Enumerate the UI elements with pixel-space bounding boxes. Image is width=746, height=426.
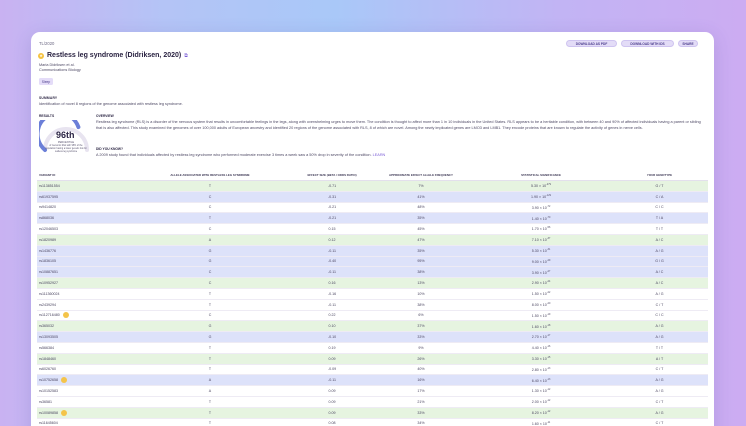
- p-value: 1.60 × 10: [531, 324, 547, 329]
- variant-id[interactable]: rs36581: [39, 399, 52, 404]
- percentile-value: 96th: [56, 130, 75, 140]
- frequency-cell: 9%: [418, 345, 424, 350]
- effect-cell: -0.11: [328, 302, 336, 307]
- frequency-cell: 33%: [417, 410, 425, 415]
- p-exponent: -24: [546, 280, 551, 284]
- p-value: 2.80 × 10: [531, 368, 547, 373]
- allele-cell: T: [208, 367, 212, 372]
- page-title: Restless leg syndrome (Didriksen, 2020): [47, 52, 182, 59]
- significance-cell: [471, 356, 611, 361]
- significance-cell: [471, 280, 611, 285]
- variant-id[interactable]: rs10887651: [39, 270, 58, 275]
- effect-cell: 0.09: [328, 410, 336, 415]
- variant-id[interactable]: rs10089858: [39, 410, 58, 415]
- genotype-cell: A / G: [655, 410, 664, 415]
- table-row[interactable]: [37, 289, 708, 300]
- variant-id[interactable]: rs111360024: [39, 291, 60, 296]
- genotype-cell: A / T: [655, 356, 664, 361]
- significance-cell: [471, 399, 611, 404]
- effect-cell: -0.71: [327, 183, 337, 188]
- significance-cell: [471, 334, 611, 339]
- allele-cell: C: [208, 194, 212, 199]
- p-value: 1.30 × 10: [531, 389, 547, 394]
- p-value: 3.90 × 10: [531, 270, 547, 275]
- allele-cell: G: [208, 248, 212, 253]
- p-value: 1.50 × 10: [531, 292, 547, 297]
- summary-heading: SUMMARY: [39, 96, 58, 100]
- p-exponent: -72: [546, 204, 551, 208]
- table-row[interactable]: [37, 354, 708, 365]
- variant-id-cell: [37, 335, 127, 339]
- variant-id-cell: [37, 303, 127, 307]
- genotype-cell: C / T: [655, 421, 664, 426]
- p-value: 5.30 × 10: [531, 184, 547, 189]
- allele-cell: A: [208, 389, 212, 394]
- effect-cell: 0.09: [328, 356, 336, 361]
- effect-cell: -0.11: [328, 248, 336, 253]
- top-actions: [566, 40, 698, 47]
- p-exponent: -279: [546, 183, 551, 187]
- variant-id-cell: [37, 324, 127, 328]
- table-row[interactable]: [37, 300, 708, 311]
- percentile-note: of Genomic Risk with 95% of the population having a lower genetic risk for restless leg syndrome: [45, 145, 87, 153]
- title-row: [38, 52, 188, 59]
- table-row[interactable]: [37, 192, 708, 203]
- variant-id[interactable]: rs13093505: [39, 335, 58, 340]
- significance-cell: [471, 313, 611, 318]
- table-body: [37, 181, 708, 426]
- p-exponent: -12: [546, 388, 551, 392]
- variant-id-cell: [37, 410, 127, 416]
- p-value: 2.00 × 10: [531, 400, 547, 405]
- report-card: [31, 32, 714, 426]
- variant-id[interactable]: rs1436776: [39, 248, 56, 253]
- variant-id[interactable]: rs566384: [39, 345, 54, 350]
- frequency-cell: 38%: [417, 302, 425, 307]
- frequency-cell: 95%: [417, 259, 425, 264]
- p-value: 5.30 × 10: [531, 249, 547, 254]
- allele-cell: T: [208, 183, 212, 188]
- effect-cell: 0.22: [328, 313, 336, 318]
- variant-id-cell: [37, 357, 127, 361]
- p-exponent: -17: [546, 334, 551, 338]
- allele-cell: T: [208, 421, 212, 426]
- allele-cell: C: [208, 205, 212, 210]
- allele-cell: T: [208, 216, 212, 221]
- frequency-cell: 17%: [417, 389, 425, 394]
- percentile-label: PERCENTILE: [57, 141, 75, 144]
- significance-cell: [471, 388, 611, 393]
- p-value: 3.90 × 10: [531, 206, 547, 211]
- allele-cell: A: [208, 378, 212, 383]
- significance-cell: [471, 421, 611, 426]
- genotype-cell: A / G: [655, 389, 664, 394]
- variant-id[interactable]: rs10152583: [39, 389, 58, 394]
- frequency-cell: 35%: [417, 216, 425, 221]
- variant-id[interactable]: rs11645604: [39, 421, 58, 426]
- frequency-cell: 6%: [418, 313, 424, 318]
- gauge-arc: [39, 120, 93, 160]
- genotype-cell: G / T: [655, 183, 664, 188]
- p-value: 1.50 × 10: [531, 314, 547, 319]
- p-exponent: -129: [546, 194, 551, 198]
- genotype-cell: T / T: [655, 227, 664, 232]
- genotype-cell: C / T: [655, 399, 664, 404]
- p-exponent: -18: [546, 323, 551, 327]
- table-row[interactable]: [37, 213, 708, 224]
- allele-cell: G: [208, 324, 212, 329]
- download-ids-button[interactable]: DOWNLOAD WITH IDS: [621, 40, 674, 47]
- significance-cell: [471, 291, 611, 296]
- col-significance[interactable]: STATISTICAL SIGNIFICANCE: [521, 172, 561, 177]
- coin-icon: [61, 410, 67, 416]
- p-value: 1.70 × 10: [531, 227, 547, 232]
- variant-id[interactable]: rs1836105: [39, 259, 56, 264]
- genotype-cell: A / G: [655, 324, 664, 329]
- table-row[interactable]: [37, 321, 708, 332]
- significance-cell: [471, 270, 611, 275]
- p-exponent: -20: [546, 302, 551, 306]
- overview-text: Restless leg syndrome (RLS) is a disorder of the nervous system that results in uncomfortable feelings in the legs, along with overwhelming urges to move them. The condition is thought to affect more than 1 in 10 individuals in the United States. RLS appears to be a heritable condition, with between 40 and 90% of affected individuals having a parent or sibling that is also affected. This study examined the genomes of over 100,000 adults of European ancestry and identified 20 regions of the genome associated with RLS, 8 of which are novel. Among the newly implicated genes are LMO3 and LMB1. They encode proteins that are known to regulate the activity of genes in nerve cells.: [96, 120, 701, 130]
- frequency-cell: 37%: [417, 324, 425, 329]
- allele-cell: C: [208, 313, 212, 318]
- p-value: 1.40 × 10: [531, 216, 547, 221]
- significance-cell: [471, 194, 611, 199]
- effect-cell: -0.21: [327, 205, 337, 210]
- frequency-cell: 48%: [417, 205, 425, 210]
- share-button[interactable]: SHARE: [678, 40, 698, 47]
- p-value: 8.20 × 10: [531, 411, 547, 416]
- variant-id-cell: [37, 259, 127, 263]
- frequency-cell: 40%: [417, 367, 425, 372]
- variant-id[interactable]: rs365032: [39, 324, 54, 329]
- p-value: 9.00 × 10: [531, 260, 547, 265]
- variant-id-cell: [37, 184, 127, 188]
- table-row[interactable]: [37, 375, 708, 386]
- variant-id[interactable]: rs2439294: [39, 302, 56, 307]
- variant-id-cell: [37, 238, 127, 242]
- significance-cell: [471, 324, 611, 329]
- p-exponent: -70: [546, 215, 551, 219]
- effect-cell: 0.08: [328, 421, 336, 426]
- variant-id[interactable]: rs113851554: [39, 183, 60, 188]
- variant-id[interactable]: rs112716480: [39, 313, 60, 318]
- col-frequency[interactable]: APPROXIMATE EFFECT ALLELE FREQUENCY: [389, 172, 453, 177]
- table-row[interactable]: [37, 235, 708, 246]
- p-value: 4.40 × 10: [531, 346, 547, 351]
- table-row[interactable]: [37, 386, 708, 397]
- significance-cell: [471, 248, 611, 253]
- significance-cell: [471, 410, 611, 415]
- genotype-cell: C / C: [655, 205, 664, 210]
- frequency-cell: 16%: [417, 378, 425, 383]
- table-row[interactable]: [37, 419, 708, 426]
- star-icon[interactable]: ★: [39, 53, 43, 58]
- significance-cell: [471, 226, 611, 231]
- significance-cell: [471, 345, 611, 350]
- table-row[interactable]: [37, 203, 708, 214]
- genotype-cell: C / C: [655, 313, 664, 318]
- frequency-cell: 47%: [417, 237, 425, 242]
- table-row[interactable]: [37, 257, 708, 268]
- effect-cell: -0.31: [327, 194, 337, 199]
- p-value: 1.90 × 10: [531, 195, 547, 200]
- variant-id[interactable]: rs9414820: [39, 205, 56, 210]
- journal-name: Communications Biology: [39, 68, 81, 72]
- variant-id[interactable]: rs6026760: [39, 367, 56, 372]
- effect-cell: 0.09: [328, 399, 336, 404]
- did-you-know-heading: DID YOU KNOW?: [96, 147, 124, 151]
- coin-icon: [63, 312, 69, 318]
- significance-cell: [471, 259, 611, 264]
- variants-table: [37, 169, 708, 426]
- p-exponent: -13: [546, 366, 551, 370]
- allele-cell: T: [208, 345, 212, 350]
- p-exponent: -31: [546, 248, 551, 252]
- genotype-cell: C / T: [655, 367, 664, 372]
- learn-link[interactable]: LEARN: [372, 153, 386, 157]
- table-row[interactable]: [37, 397, 708, 408]
- p-exponent: -13: [546, 377, 551, 381]
- variant-id-cell: [37, 205, 127, 209]
- allele-cell: C: [208, 227, 212, 232]
- variant-id-cell: [37, 270, 127, 274]
- download-pdf-button[interactable]: DOWNLOAD AS PDF: [566, 40, 617, 47]
- genotype-cell: G / G: [655, 259, 664, 264]
- p-exponent: -16: [546, 345, 551, 349]
- variant-id-cell: [37, 421, 127, 425]
- table-row[interactable]: [37, 246, 708, 257]
- significance-cell: [471, 216, 611, 221]
- external-link-icon[interactable]: ⧉: [184, 52, 188, 59]
- effect-cell: 0.10: [328, 324, 336, 329]
- col-genotype[interactable]: YOUR GENOTYPE: [646, 172, 673, 177]
- p-value: 2.70 × 10: [531, 335, 547, 340]
- effect-cell: -0.10: [327, 335, 337, 340]
- variant-id[interactable]: rs1820989: [39, 237, 56, 242]
- table-row[interactable]: [37, 343, 708, 354]
- allele-cell: T: [208, 291, 212, 296]
- p-value: 8.00 × 10: [531, 303, 547, 308]
- significance-cell: [471, 302, 611, 307]
- significance-cell: [471, 367, 611, 372]
- p-value: 3.30 × 10: [531, 357, 547, 362]
- genotype-cell: A / G: [655, 248, 664, 253]
- variant-id[interactable]: rs10752658: [39, 378, 58, 383]
- p-exponent: -12: [546, 399, 551, 403]
- variant-id-cell: [37, 312, 127, 318]
- author-block: [39, 63, 81, 73]
- p-exponent: -11: [546, 420, 551, 424]
- variant-id-cell: [37, 377, 127, 383]
- summary-text: Identification of novel 8 regions of the genome associated with restless leg syndrome.: [39, 102, 183, 106]
- frequency-cell: 21%: [417, 399, 425, 404]
- table-header: [37, 169, 708, 181]
- variant-id[interactable]: rs10952927: [39, 281, 58, 286]
- allele-cell: T: [208, 302, 212, 307]
- variant-id-cell: [37, 195, 127, 199]
- table-row[interactable]: [37, 224, 708, 235]
- table-row[interactable]: [37, 365, 708, 376]
- p-value: 1.60 × 10: [531, 422, 547, 426]
- genotype-cell: A / G: [655, 335, 664, 340]
- genotype-cell: T / A: [655, 216, 664, 221]
- effect-cell: 0.19: [328, 345, 336, 350]
- p-exponent: -27: [546, 269, 551, 273]
- frequency-cell: 41%: [417, 194, 425, 199]
- table-row[interactable]: [37, 408, 708, 419]
- significance-cell: [471, 205, 611, 210]
- col-allele[interactable]: ALLELE ASSOCIATED WITH RESTLESS LEG SYNDROME: [170, 172, 250, 177]
- table-row[interactable]: [37, 278, 708, 289]
- table-row[interactable]: [37, 332, 708, 343]
- col-variant-id[interactable]: VARIANT ID: [39, 172, 56, 177]
- effect-cell: -0.16: [327, 291, 337, 296]
- col-effect-size[interactable]: EFFECT SIZE (BETA / ODDS RATIO): [307, 172, 357, 177]
- p-exponent: -12: [546, 410, 551, 414]
- table-row[interactable]: [37, 181, 708, 192]
- p-exponent: -37: [546, 237, 551, 241]
- genotype-cell: A / C: [655, 281, 664, 286]
- frequency-cell: 35%: [417, 248, 425, 253]
- genotype-cell: A / G: [655, 378, 664, 383]
- author-name: Maria Didriksen et al.: [39, 63, 75, 67]
- frequency-cell: 26%: [417, 356, 425, 361]
- allele-cell: T: [208, 410, 212, 415]
- effect-cell: 0.09: [328, 389, 336, 394]
- results-heading: RESULTS: [39, 114, 55, 118]
- allele-cell: C: [208, 270, 212, 275]
- percentile-gauge: [39, 120, 93, 160]
- overview-heading: OVERVIEW: [96, 114, 114, 118]
- variant-id[interactable]: rs12046503: [39, 227, 58, 232]
- variant-id-cell: [37, 346, 127, 350]
- variant-id-cell: [37, 400, 127, 404]
- allele-cell: T: [208, 356, 212, 361]
- p-value: 7.10 × 10: [531, 238, 547, 243]
- allele-cell: T: [208, 399, 212, 404]
- variant-id-cell: [37, 281, 127, 285]
- effect-cell: -0.11: [328, 378, 336, 383]
- variant-id-cell: [37, 216, 127, 220]
- effect-cell: 0.16: [328, 281, 336, 286]
- significance-cell: [471, 378, 611, 383]
- frequency-cell: 13%: [417, 281, 425, 286]
- allele-cell: C: [208, 281, 212, 286]
- genotype-cell: A / C: [655, 270, 664, 275]
- genotype-cell: A / G: [655, 291, 664, 296]
- frequency-cell: 34%: [417, 421, 425, 426]
- allele-cell: G: [208, 335, 212, 340]
- effect-cell: -0.21: [327, 216, 337, 221]
- variant-id-cell: [37, 249, 127, 253]
- effect-cell: -0.09: [327, 367, 337, 372]
- frequency-cell: 10%: [417, 291, 425, 296]
- table-row[interactable]: [37, 267, 708, 278]
- significance-cell: [471, 237, 611, 242]
- effect-cell: 0.12: [328, 237, 336, 242]
- effect-cell: 0.15: [328, 227, 336, 232]
- variant-id-cell: [37, 367, 127, 371]
- variant-id[interactable]: rs61937595: [39, 194, 58, 199]
- frequency-cell: 38%: [417, 270, 425, 275]
- p-exponent: -22: [546, 291, 551, 295]
- variant-id-cell: [37, 389, 127, 393]
- genotype-cell: A / C: [655, 237, 664, 242]
- genotype-cell: T / T: [655, 345, 664, 350]
- genotype-cell: C / A: [655, 194, 664, 199]
- category-tag[interactable]: Sleep: [39, 78, 53, 85]
- variant-id[interactable]: rs868036: [39, 216, 54, 221]
- p-exponent: -19: [546, 312, 551, 316]
- p-exponent: -29: [546, 258, 551, 262]
- effect-cell: -0.11: [328, 270, 336, 275]
- effect-cell: -0.40: [327, 259, 337, 264]
- allele-cell: G: [208, 259, 212, 264]
- p-exponent: -56: [546, 226, 551, 230]
- variant-id-cell: [37, 227, 127, 231]
- coin-icon: [61, 377, 67, 383]
- variant-id-cell: [37, 292, 127, 296]
- frequency-cell: 45%: [417, 227, 425, 232]
- p-value: 2.90 × 10: [531, 281, 547, 286]
- breadcrumb[interactable]: TL/2020: [39, 41, 55, 46]
- p-exponent: -15: [546, 356, 551, 360]
- p-value: 6.40 × 10: [531, 378, 547, 383]
- did-you-know-text: A 2009 study found that individuals affected by restless leg syndrome who performed moderate exercise 3 times a week saw a 50% drop in severity of the condition. LEARN: [96, 153, 386, 157]
- significance-cell: [471, 183, 611, 188]
- table-row[interactable]: [37, 311, 708, 322]
- variant-id[interactable]: rs1848460: [39, 356, 56, 361]
- allele-cell: A: [208, 237, 212, 242]
- frequency-cell: 7%: [418, 183, 424, 188]
- frequency-cell: 33%: [417, 335, 425, 340]
- genotype-cell: C / T: [655, 302, 664, 307]
